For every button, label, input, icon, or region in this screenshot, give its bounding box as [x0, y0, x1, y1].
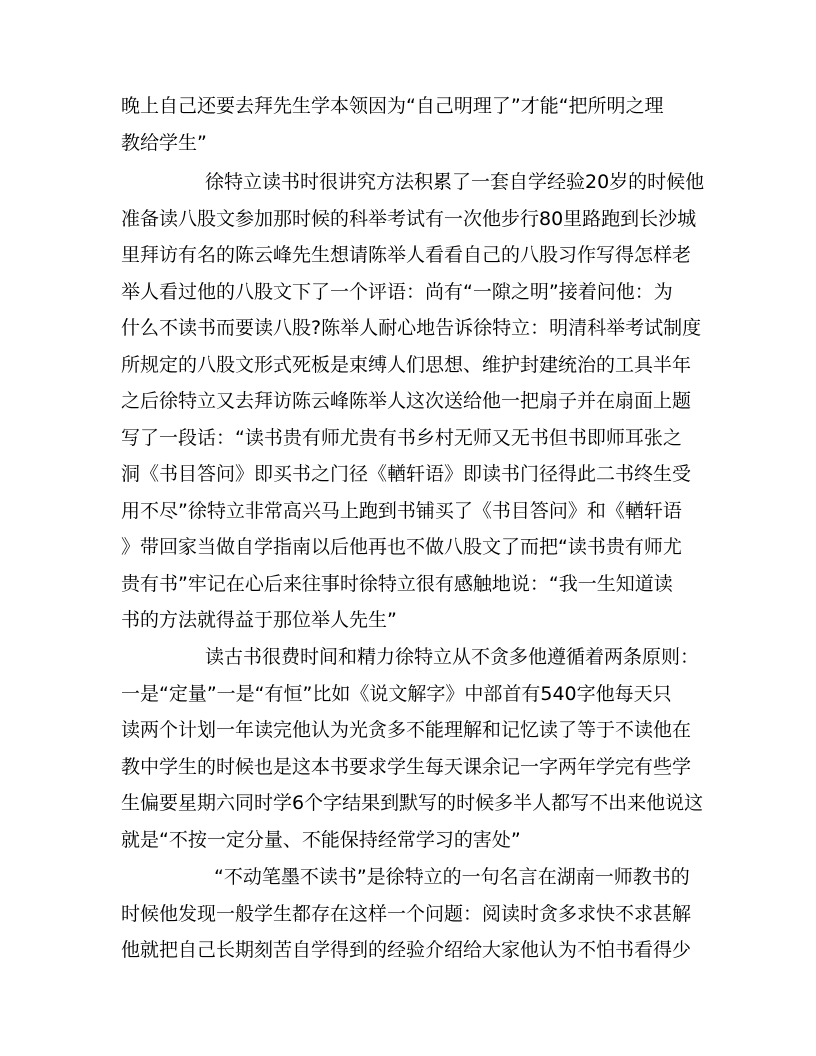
text-line: 就是“不按一定分量、不能保持经常学习的害处”: [121, 829, 521, 851]
text-line: 贵有书”牢记在心后来往事时徐特立很有感触地说：“我一生知道读: [121, 573, 673, 595]
text-line: 里拜访有名的陈云峰先生想请陈举人看看自己的八股习作写得怎样老: [121, 244, 692, 266]
text-line: 之后徐特立又去拜访陈云峰陈举人这次送给他一把扇子并在扇面上题: [121, 390, 692, 412]
text-line: 教给学生”: [121, 132, 207, 154]
paragraph-start-line: 徐特立读书时很讲究方法积累了一套自学经验20岁的时候他: [205, 171, 705, 193]
paragraph-start-line: 读古书很费时间和精力徐特立从不贪多他遵循着两条原则：: [205, 646, 700, 668]
text-line: 准备读八股文参加那时候的科举考试有一次他步行80里路跑到长沙城: [121, 208, 697, 230]
text-line: 读两个计划一年读完他认为光贪多不能理解和记忆读了等于不读他在: [121, 719, 692, 741]
text-line: 生偏要星期六同时学6个字结果到默写的时候多半人都写不出来他说这: [121, 792, 704, 814]
text-line: 》带回家当做自学指南以后他再也不做八股文了而把“读书贵有师尤: [121, 536, 682, 558]
text-line: 所规定的八股文形式死板是束缚人们思想、维护封建统治的工具半年: [121, 354, 692, 376]
text-line: 时候他发现一般学生都存在这样一个问题：阅读时贪多求快不求甚解: [121, 903, 692, 925]
text-line: 书的方法就得益于那位举人先生”: [121, 609, 397, 631]
text-line: 教中学生的时候也是这本书要求学生每天课余记一字两年学完有些学: [121, 756, 692, 778]
text-line: 举人看过他的八股文下了一个评语：尚有“一隙之明”接着问他：为: [121, 281, 673, 303]
text-line: 用不尽”徐特立非常高兴马上跑到书铺买了《书目答问》和《輶轩语: [121, 500, 682, 522]
text-line: 什么不读书而要读八股?陈举人耐心地告诉徐特立：明清科举考试制度: [121, 317, 702, 339]
paragraph-start-line: “不动笔墨不读书”是徐特立的一句名言在湖南一师教书的: [214, 866, 690, 888]
text-line: 洞《书目答问》即买书之门径《輶轩语》即读书门径得此二书终生受: [121, 463, 692, 485]
text-line: 他就把自己长期刻苦自学得到的经验介绍给大家他认为不怕书看得少: [121, 939, 692, 961]
text-line: 一是“定量”一是“有恒”比如《说文解字》中部首有540字他每天只: [121, 683, 672, 705]
text-line: 晚上自己还要去拜先生学本领因为“自己明理了”才能“把所明之理: [121, 95, 664, 117]
text-line: 写了一段话：“读书贵有师尤贵有书乡村无师又无书但书即师耳张之: [121, 427, 682, 449]
